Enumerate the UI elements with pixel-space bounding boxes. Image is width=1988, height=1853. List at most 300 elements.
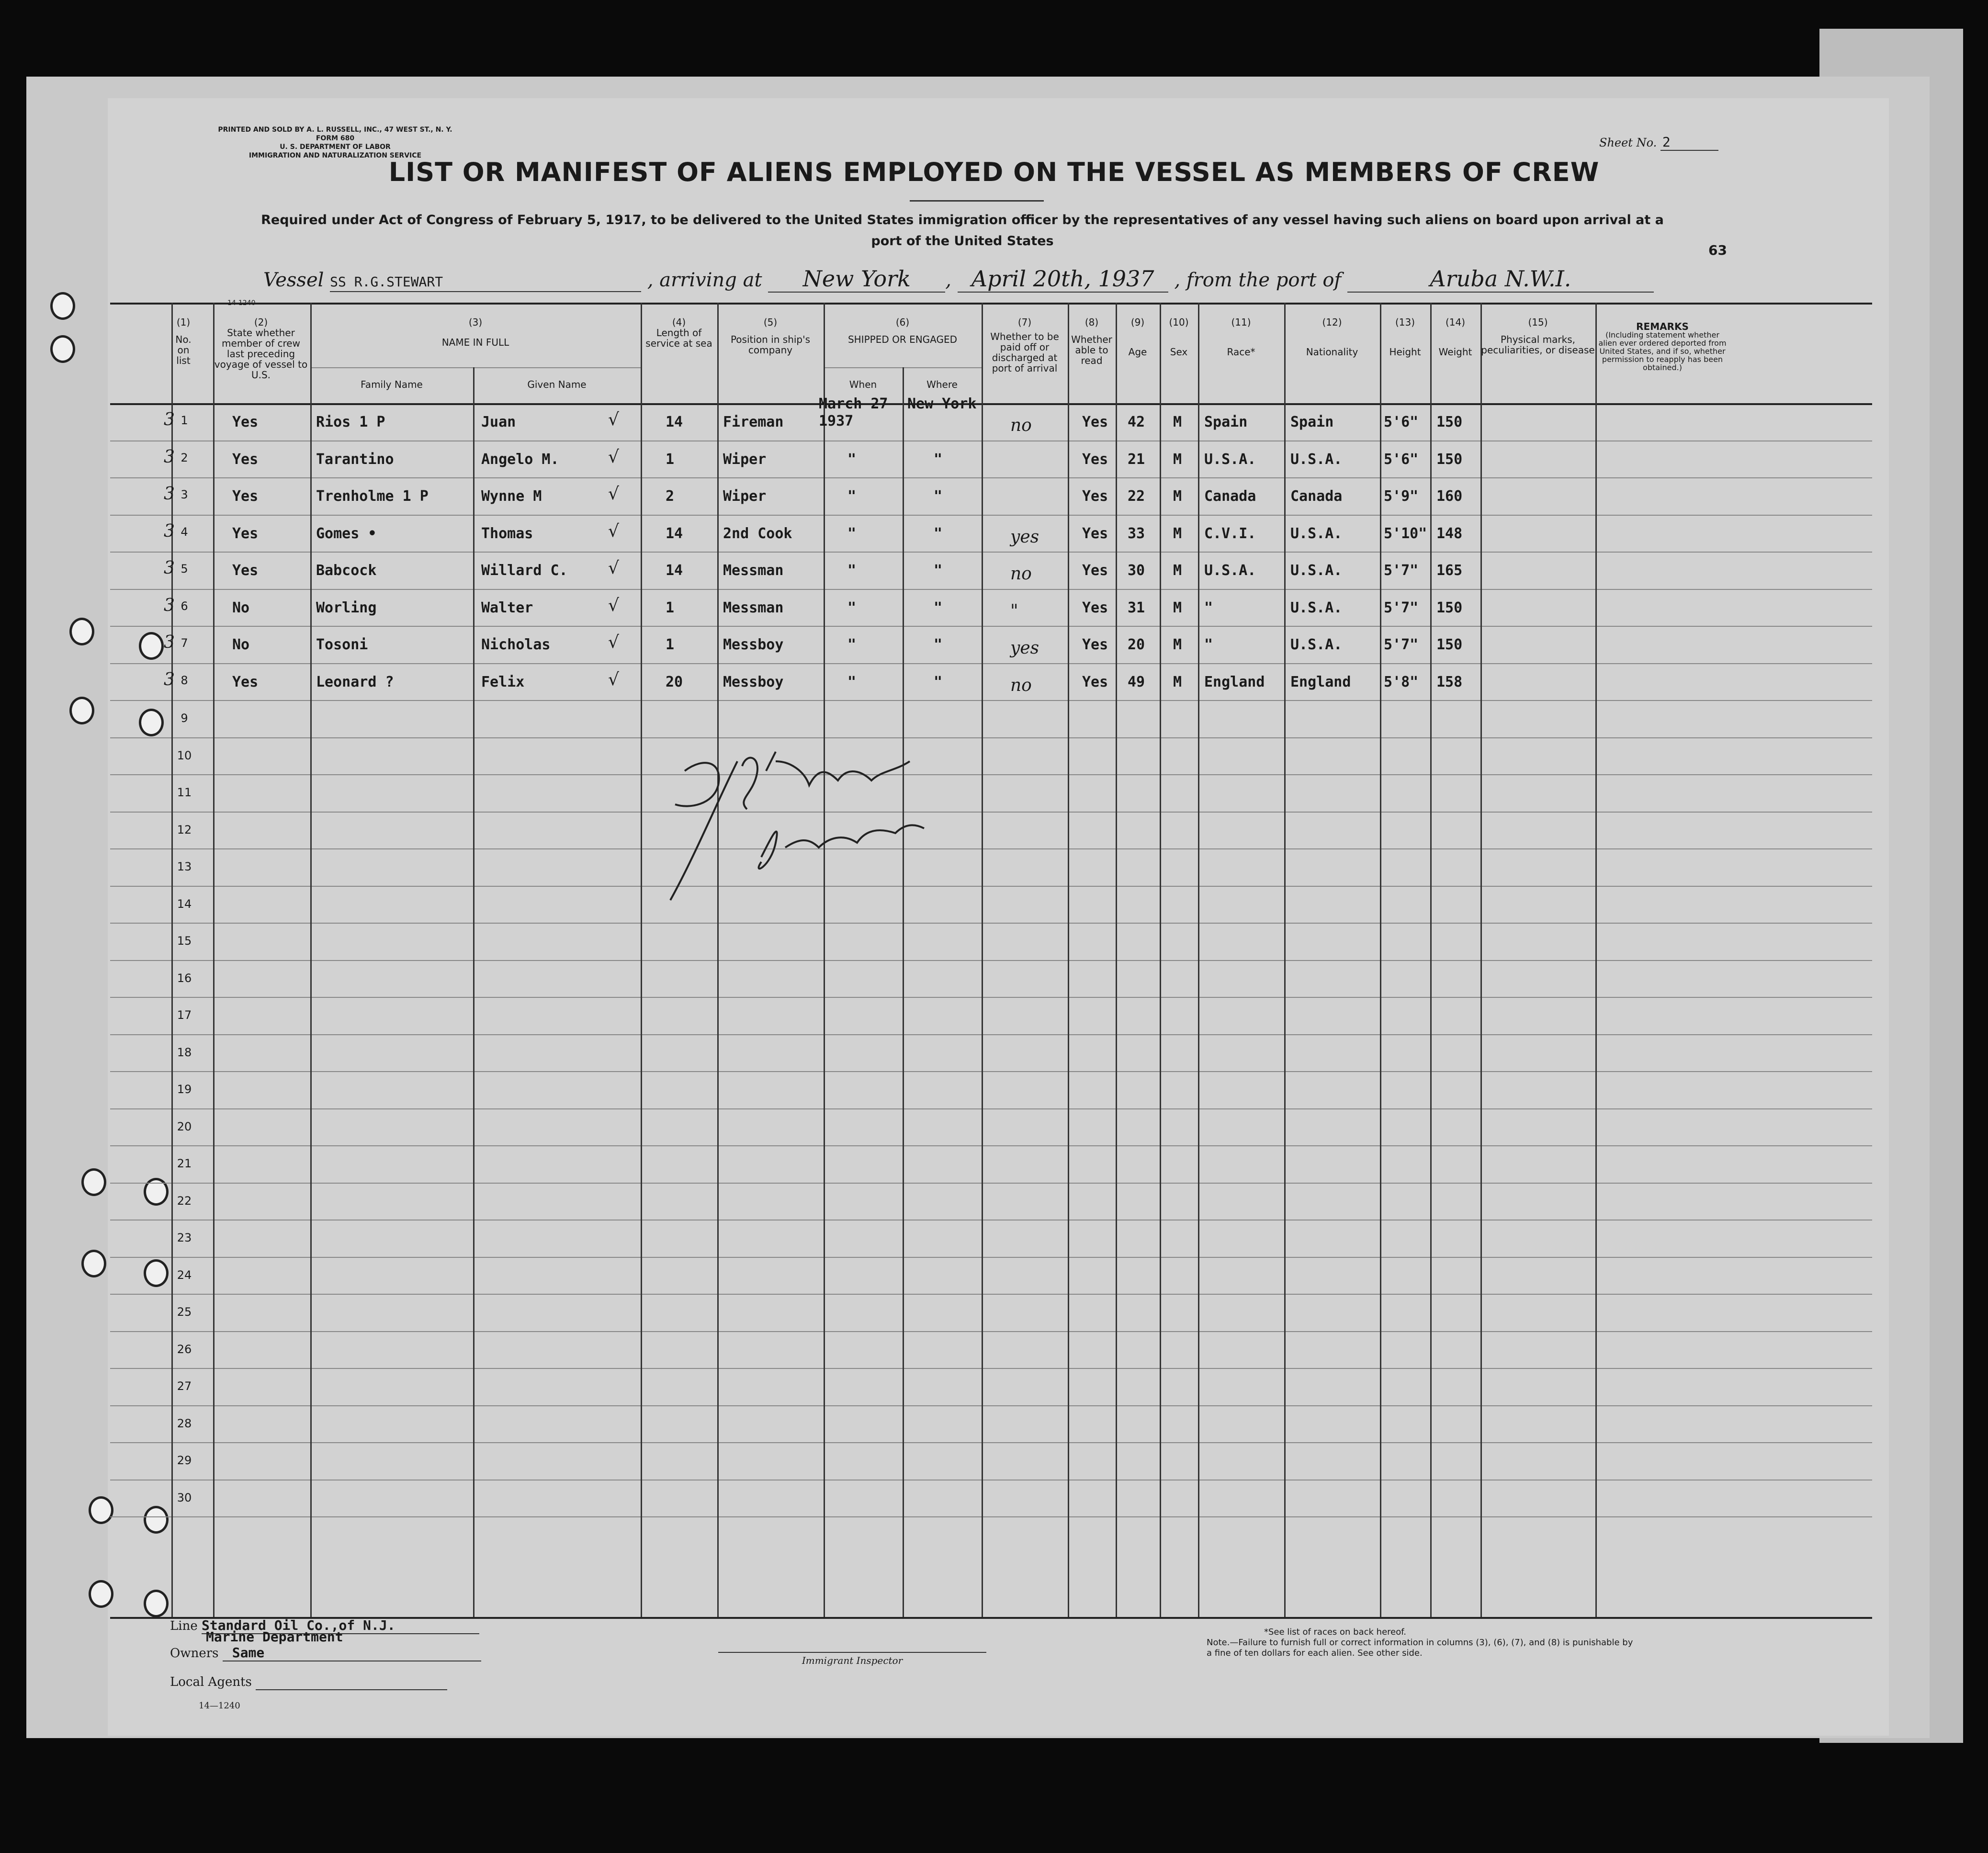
col-label: SHIPPED OR ENGAGED [847, 334, 958, 345]
cell-weight: 150 [1436, 451, 1463, 468]
column-rule [310, 303, 312, 1617]
row-prefix: 3 [164, 410, 175, 429]
row-number: 22 [177, 1194, 192, 1208]
col-header-crew [213, 317, 309, 380]
dept-field [206, 1629, 343, 1645]
check-mark-icon: √ [608, 521, 619, 541]
owners-value: Same [232, 1645, 265, 1661]
cell-family: Babcock [316, 562, 377, 579]
binder-hole [69, 697, 94, 724]
cell-paid-off: yes [1010, 638, 1039, 658]
cell-race: Canada [1204, 488, 1256, 505]
column-rule [1595, 303, 1597, 1617]
col-header-where: Where [926, 379, 958, 390]
check-mark-icon: √ [608, 633, 619, 652]
cell-where: " [934, 636, 943, 653]
cell-service: 2 [666, 488, 675, 505]
cell-paid-off: no [1010, 564, 1032, 584]
cell-position: Messman [723, 562, 784, 579]
cell-height: 5'6" [1384, 451, 1419, 468]
cell-given: Juan [481, 414, 516, 430]
row-number: 9 [181, 712, 188, 725]
cell-position: Messboy [723, 636, 784, 653]
cell-sex: M [1173, 636, 1182, 653]
col-num: (12) [1322, 316, 1342, 328]
check-mark-icon: √ [608, 558, 619, 578]
cell-read: Yes [1082, 562, 1108, 579]
row-prefix: 3 [164, 558, 175, 578]
cell-race: " [1204, 636, 1213, 653]
cell-sex: M [1173, 525, 1182, 542]
cell-sex: M [1173, 599, 1182, 616]
row-rule [110, 1405, 1872, 1406]
col-label: NAME IN FULL [441, 337, 509, 348]
col-num: (14) [1445, 316, 1466, 328]
vessel-name: SS R.G.STEWART [330, 274, 443, 290]
cell-given: Willard C. [481, 562, 568, 579]
row-number: 4 [181, 525, 188, 539]
row-number: 1 [181, 414, 188, 427]
row-rule [110, 1034, 1872, 1035]
row-prefix: 3 [164, 447, 175, 467]
sheet-number [1599, 134, 1718, 150]
cell-nationality: Canada [1290, 488, 1343, 505]
row-number: 27 [177, 1379, 192, 1393]
row-prefix: 3 [164, 633, 175, 652]
cell-given: Nicholas [481, 636, 551, 653]
arrival-port: New York [802, 266, 911, 292]
col-header-when: When [849, 379, 877, 390]
cell-read: Yes [1082, 599, 1108, 616]
col-num: (5) [763, 316, 778, 328]
col-num: (4) [672, 316, 686, 328]
col-header-physical [1480, 317, 1595, 355]
owners-label: Owners [170, 1646, 219, 1661]
cell-family: Trenholme 1 P [316, 488, 429, 505]
arriving-label: , arriving at [647, 269, 762, 291]
cell-age: 30 [1128, 562, 1145, 579]
col-label: Position in ship's company [730, 334, 811, 356]
vessel-line: Vessel SS R.G.STEWART , arriving at New York , April 20th, 1937 , from the port of Aruba N.W.I. [263, 266, 1654, 293]
cell-paid-off: no [1010, 675, 1032, 695]
row-number: 6 [181, 599, 188, 613]
col-header-height [1380, 317, 1430, 357]
binder-hole [50, 292, 75, 320]
cell-race: Spain [1204, 414, 1248, 430]
cell-where: " [934, 599, 943, 616]
column-rule [1284, 303, 1286, 1617]
form-number: FORM 680 [316, 135, 355, 142]
cell-family: Worling [316, 599, 377, 616]
departure-port: Aruba N.W.I. [1430, 266, 1571, 292]
row-prefix: 3 [164, 669, 175, 689]
row-rule [110, 737, 1872, 738]
row-number: 19 [177, 1083, 192, 1096]
cell-family: Gomes • [316, 525, 377, 542]
row-rule [110, 1368, 1872, 1369]
check-mark-icon: √ [608, 595, 619, 615]
col-label: Whether able to read [1071, 334, 1112, 366]
col-header-given: Given Name [527, 379, 587, 390]
cell-age: 49 [1128, 673, 1145, 690]
col-label: REMARKS [1636, 321, 1689, 332]
cell-where: " [934, 488, 943, 505]
cell-race: " [1204, 599, 1213, 616]
row-number: 18 [177, 1045, 192, 1059]
row-number: 30 [177, 1491, 192, 1504]
row-number: 16 [177, 971, 192, 985]
cell-age: 31 [1128, 599, 1145, 616]
inspector-signature-line [718, 1652, 986, 1653]
line-label: Line [170, 1619, 198, 1633]
col-label: Nationality [1306, 346, 1358, 358]
column-rule [982, 303, 983, 1617]
check-mark-icon: √ [608, 484, 619, 504]
row-rule [110, 923, 1872, 924]
cell-when: " [847, 599, 857, 616]
cell-crew: No [232, 599, 250, 616]
arrival-date: April 20th, 1937 [971, 266, 1154, 292]
page-number: 63 [1708, 242, 1727, 258]
cell-weight: 150 [1436, 599, 1463, 616]
col-num: (11) [1231, 316, 1251, 328]
cell-given: Wynne M [481, 488, 542, 505]
row-rule [110, 1145, 1872, 1146]
row-rule [110, 1108, 1872, 1109]
column-rule [1068, 303, 1069, 1617]
cell-service: 1 [666, 636, 675, 653]
row-rule [110, 1442, 1872, 1443]
col-num: (10) [1169, 316, 1189, 328]
row-number: 2 [181, 451, 188, 464]
cell-service: 1 [666, 599, 675, 616]
row-number: 26 [177, 1342, 192, 1356]
col-num: (13) [1395, 316, 1415, 328]
header-bottom-rule [110, 403, 1872, 405]
column-rule [641, 303, 642, 1617]
column-rule [213, 303, 215, 1617]
binder-hole [50, 335, 75, 363]
cell-position: Messboy [723, 673, 784, 690]
col-label: Age [1128, 346, 1147, 358]
cell-age: 22 [1128, 488, 1145, 505]
col-num: (2) [254, 316, 268, 328]
col-label: Length of service at sea [645, 327, 712, 349]
row-rule [110, 552, 1872, 553]
row-rule [110, 812, 1872, 813]
col-num: (1) [176, 316, 191, 328]
vessel-label: Vessel [263, 269, 324, 291]
remarks-note: (Including statement whether alien ever ordered deported from United States, and if so, whether permission to reapply has been obtained.) [1598, 330, 1727, 372]
col-num: (6) [895, 316, 910, 328]
cell-service: 20 [666, 673, 683, 690]
cell-family: Tarantino [316, 451, 394, 468]
col-header-position [717, 317, 824, 355]
row-rule [110, 626, 1872, 627]
cell-position: Wiper [723, 488, 767, 505]
cell-nationality: U.S.A. [1290, 599, 1343, 616]
cell-weight: 160 [1436, 488, 1463, 505]
column-rule [717, 303, 719, 1617]
check-mark-icon: √ [608, 669, 619, 689]
cell-height: 5'10" [1384, 525, 1427, 542]
row-number: 15 [177, 934, 192, 948]
row-number: 10 [177, 748, 192, 762]
cell-age: 20 [1128, 636, 1145, 653]
cell-position: Fireman [723, 414, 784, 430]
cell-read: Yes [1082, 673, 1108, 690]
service-name: IMMIGRATION AND NATURALIZATION SERVICE [248, 152, 422, 159]
cell-service: 1 [666, 451, 675, 468]
cell-read: Yes [1082, 451, 1108, 468]
department-name: U. S. DEPARTMENT OF LABOR [280, 143, 391, 151]
cell-age: 21 [1128, 451, 1145, 468]
col-num: (9) [1130, 316, 1145, 328]
row-rule [110, 515, 1872, 516]
cell-read: Yes [1082, 414, 1108, 430]
row-rule [110, 1294, 1872, 1295]
cell-given: Thomas [481, 525, 533, 542]
row-number: 14 [177, 897, 192, 911]
penalty-note: Note.—Failure to furnish full or correct information in columns (3), (6), (7), and (8) is punishable by a fine of ten dollars for each alien. See other side. [1207, 1638, 1633, 1658]
cell-sex: M [1173, 451, 1182, 468]
row-rule [110, 589, 1872, 590]
cell-service: 14 [666, 525, 683, 542]
cell-weight: 150 [1436, 414, 1463, 430]
row-number: 3 [181, 488, 188, 501]
row-rule [110, 848, 1872, 849]
cell-crew: Yes [232, 451, 259, 468]
cell-crew: Yes [232, 562, 259, 579]
col-header-nationality [1284, 317, 1380, 357]
cell-weight: 165 [1436, 562, 1463, 579]
cell-nationality: U.S.A. [1290, 451, 1343, 468]
cell-service: 14 [666, 414, 683, 430]
cell-read: Yes [1082, 525, 1108, 542]
cell-crew: Yes [232, 673, 259, 690]
row-rule [110, 960, 1872, 961]
cell-position: 2nd Cook [723, 525, 792, 542]
row-number: 8 [181, 673, 188, 687]
cell-nationality: U.S.A. [1290, 636, 1343, 653]
from-label: , from the port of [1174, 269, 1342, 291]
cell-given: Felix [481, 673, 525, 690]
cell-crew: Yes [232, 488, 259, 505]
col-num: (3) [468, 316, 483, 328]
cell-when: " [847, 488, 857, 505]
row-rule [110, 997, 1872, 998]
row-rule [110, 1257, 1872, 1258]
col-label: Height [1389, 346, 1421, 358]
cell-when: " [847, 562, 857, 579]
cell-paid-off: no [1010, 416, 1032, 435]
cell-sex: M [1173, 562, 1182, 579]
cell-where: " [934, 562, 943, 579]
cell-paid-off: yes [1010, 527, 1039, 547]
cell-nationality: Spain [1290, 414, 1334, 430]
cell-position: Messman [723, 599, 784, 616]
col-header-shipped [824, 317, 982, 345]
cell-weight: 158 [1436, 673, 1463, 690]
sheet-value: 2 [1660, 134, 1718, 151]
cell-position: Wiper [723, 451, 767, 468]
row-number: 20 [177, 1119, 192, 1133]
row-number: 5 [181, 562, 188, 576]
row-number: 12 [177, 823, 192, 836]
col-header-name [310, 317, 641, 348]
col-label: Race* [1227, 346, 1255, 358]
cell-weight: 150 [1436, 636, 1463, 653]
col-label: No. on list [175, 334, 192, 366]
row-number: 13 [177, 860, 192, 873]
cell-where: " [934, 451, 943, 468]
cell-paid-off: " [1010, 601, 1018, 621]
cell-height: 5'7" [1384, 636, 1419, 653]
agents-field [170, 1675, 447, 1690]
cell-nationality: U.S.A. [1290, 562, 1343, 579]
col-header-service [641, 317, 717, 349]
cell-where: New York [907, 395, 977, 412]
binder-hole [81, 1250, 106, 1277]
cell-height: 5'9" [1384, 488, 1419, 505]
row-rule [110, 1071, 1872, 1072]
races-note: *See list of races on back hereof. [1264, 1627, 1406, 1637]
column-rule [1480, 303, 1482, 1617]
col-header-weight [1430, 317, 1480, 357]
footer-note [1207, 1627, 1638, 1659]
cell-nationality: U.S.A. [1290, 525, 1343, 542]
column-rule [473, 367, 474, 1617]
row-number: 7 [181, 636, 188, 650]
col-header-paid [982, 317, 1068, 373]
col-header-age [1116, 317, 1160, 357]
row-rule [110, 1331, 1872, 1332]
row-rule [110, 1183, 1872, 1184]
cell-nationality: England [1290, 673, 1351, 690]
owners-field [170, 1645, 481, 1661]
cell-height: 5'7" [1384, 599, 1419, 616]
row-rule [110, 700, 1872, 701]
cell-height: 5'6" [1384, 414, 1419, 430]
printer-line: PRINTED AND SOLD BY A. L. RUSSELL, INC., 47 WEST ST., N. Y. [218, 126, 452, 134]
cell-read: Yes [1082, 636, 1108, 653]
cell-given: Angelo M. [481, 451, 559, 468]
col-label: Sex [1170, 346, 1188, 358]
cell-when: " [847, 451, 857, 468]
col-num: (15) [1528, 316, 1548, 328]
cell-sex: M [1173, 414, 1182, 430]
column-rule [903, 367, 904, 1617]
printer-imprint [153, 125, 517, 160]
footer-form-code: 14—1240 [199, 1701, 240, 1711]
cell-when: " [847, 673, 857, 690]
col-header-read [1068, 317, 1116, 366]
table-top-rule [110, 303, 1872, 305]
row-rule [110, 663, 1872, 664]
cell-given: Walter [481, 599, 533, 616]
col-header-family: Family Name [361, 379, 423, 390]
check-mark-icon: √ [608, 410, 619, 429]
cell-age: 33 [1128, 525, 1145, 542]
cell-when: " [847, 525, 857, 542]
col-label: Physical marks, peculiarities, or disease [1481, 334, 1595, 356]
row-number: 11 [177, 786, 192, 799]
column-rule [1116, 303, 1117, 1617]
cell-crew: No [232, 636, 250, 653]
row-rule [110, 886, 1872, 887]
line-value: Standard Oil Co.,of N.J. [201, 1617, 395, 1633]
col-header-sex [1160, 317, 1198, 357]
column-rule [1160, 303, 1161, 1617]
inspector-label: Immigrant Inspector [802, 1655, 903, 1666]
agents-label: Local Agents [170, 1675, 252, 1689]
cell-race: England [1204, 673, 1265, 690]
cell-height: 5'7" [1384, 562, 1419, 579]
col-header-race [1198, 317, 1284, 357]
binder-hole [69, 618, 94, 645]
column-rule [1198, 303, 1199, 1617]
row-number: 23 [177, 1231, 192, 1244]
row-rule [110, 1516, 1872, 1517]
cell-when: March 27 1937 [819, 395, 888, 429]
cell-where: " [934, 525, 943, 542]
col-label: Whether to be paid off or discharged at port of arrival [990, 331, 1059, 374]
col-num: (7) [1017, 316, 1032, 328]
page-subtitle: Required under Act of Congress of February 5, 1917, to be delivered to the United States immigration officer by the representatives of any vessel having such aliens on board upon arrival at a port of the United States [261, 213, 1664, 249]
row-number: 29 [177, 1454, 192, 1467]
sheet-label: Sheet No. [1599, 136, 1657, 149]
dept-value: Marine Department [206, 1629, 343, 1645]
cell-where: " [934, 673, 943, 690]
cell-crew: Yes [232, 525, 259, 542]
cell-read: Yes [1082, 488, 1108, 505]
col-label: Weight [1438, 346, 1472, 358]
cell-sex: M [1173, 673, 1182, 690]
cell-race: U.S.A. [1204, 451, 1256, 468]
column-rule [1430, 303, 1432, 1617]
col-header-num [171, 317, 195, 366]
inspector-signature [666, 742, 934, 905]
col-header-remarks [1595, 323, 1729, 372]
cell-race: U.S.A. [1204, 562, 1256, 579]
cell-family: Rios 1 P [316, 414, 385, 430]
cell-service: 14 [666, 562, 683, 579]
cell-when: " [847, 636, 857, 653]
name-subheader-rule [310, 367, 641, 368]
row-number: 25 [177, 1305, 192, 1319]
row-prefix: 3 [164, 595, 175, 615]
cell-age: 42 [1128, 414, 1145, 430]
cell-family: Tosoni [316, 636, 368, 653]
row-number: 24 [177, 1268, 192, 1282]
row-number: 17 [177, 1008, 192, 1022]
binder-hole [81, 1168, 106, 1196]
cell-crew: Yes [232, 414, 259, 430]
row-rule [110, 477, 1872, 478]
check-mark-icon: √ [608, 447, 619, 467]
cell-race: C.V.I. [1204, 525, 1256, 542]
row-rule [110, 774, 1872, 775]
title-rule [910, 200, 1044, 202]
row-number: 28 [177, 1416, 192, 1430]
col-label: State whether member of crew last preceding voyage of vessel to U.S. [214, 327, 308, 381]
crew-table [110, 303, 1872, 1617]
column-rule [824, 303, 825, 1617]
row-prefix: 3 [164, 521, 175, 541]
col-num: (8) [1084, 316, 1099, 328]
page-title: LIST OR MANIFEST OF ALIENS EMPLOYED ON THE VESSEL AS MEMBERS OF CREW [388, 157, 1600, 187]
row-prefix: 3 [164, 484, 175, 504]
